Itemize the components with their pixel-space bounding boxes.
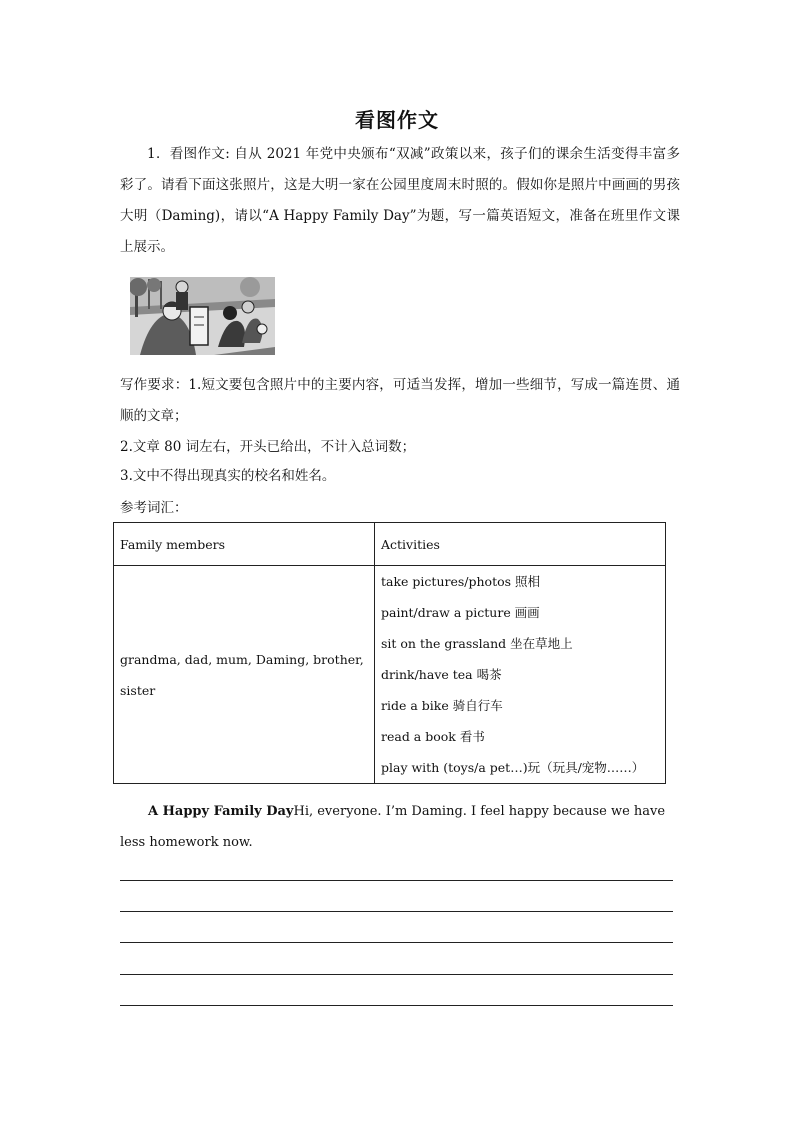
writing-line[interactable] (120, 942, 673, 943)
table-row (114, 566, 666, 784)
requirement-3: 3.文中不得出现真实的校名和姓名。 (120, 468, 336, 484)
question-text: 1．看图作文: 自从 2021 年党中央颁布“双减”政策以来，孩子们的课余生活变得丰富多彩了。请看下面这张照片，这是大明一家在公园里度周末时照的。假如你是照片中画画的男孩大明（Daming)，请以“A Happy Family Day”为题，写一篇英语短文，准备在班里作文课上展示。 (120, 146, 680, 255)
activity-item: play with (toys/a pet…)玩（玩具/宠物……） (381, 760, 645, 775)
writing-line[interactable] (120, 974, 673, 975)
table-header-row (114, 523, 666, 566)
vocab-table (113, 522, 666, 784)
page-title: 看图作文 (355, 108, 439, 132)
activity-item: take pictures/photos 照相 (381, 574, 541, 589)
writing-line[interactable] (120, 1005, 673, 1006)
activity-item: paint/draw a picture 画画 (381, 605, 540, 620)
activity-item: read a book 看书 (381, 729, 485, 744)
requirement-1: 写作要求：1.短文要包含照片中的主要内容，可适当发挥，增加一些细节，写成一篇连贯、通顺的文章； (120, 377, 680, 424)
answer-opening: Hi, everyone. I’m Daming. I feel happy because we have less homework now. (120, 804, 666, 850)
writing-line[interactable] (120, 880, 673, 881)
activity-item: ride a bike 骑自行车 (381, 698, 503, 713)
answer-title: A Happy Family Day (148, 804, 294, 819)
vocab-label: 参考词汇： (120, 500, 188, 516)
header-activities: Activities (375, 523, 666, 566)
requirement-2: 2.文章 80 词左右，开头已给出，不计入总词数； (120, 439, 416, 455)
writing-line[interactable] (120, 911, 673, 912)
activities-cell (375, 566, 666, 784)
header-family-members: Family members (114, 523, 375, 566)
answer-start (120, 796, 673, 858)
family-members-cell: grandma, dad, mum, Daming, brother, sister (114, 566, 375, 784)
activity-item: sit on the grassland 坐在草地上 (381, 636, 573, 651)
activity-item: drink/have tea 喝茶 (381, 667, 502, 682)
family-photo (130, 277, 275, 355)
